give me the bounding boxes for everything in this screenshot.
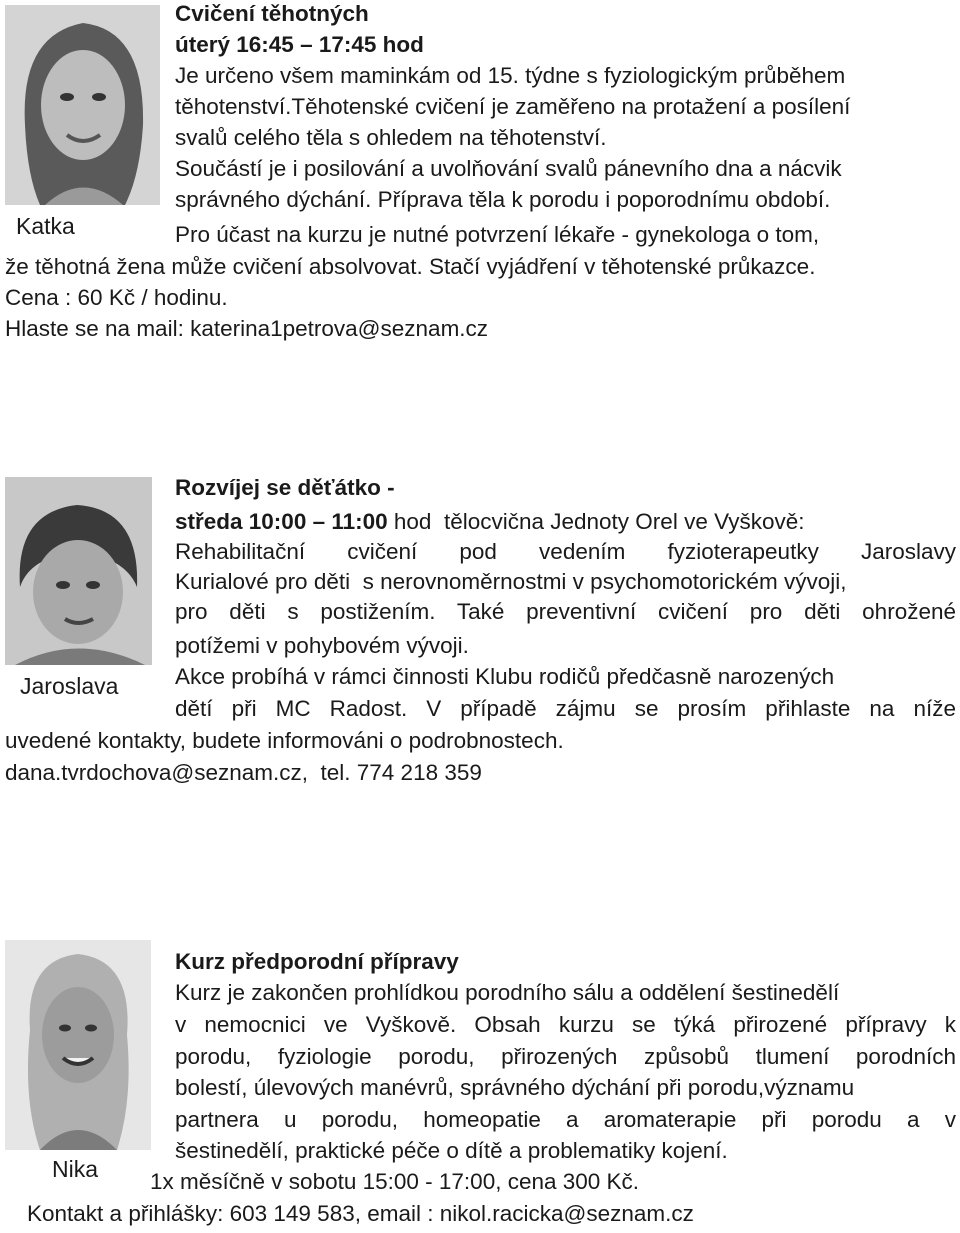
section3-title: Kurz předporodní přípravy — [175, 949, 459, 974]
section2-schedule — [175, 508, 805, 536]
section2-schedule-place: hod tělocvična Jednoty Orel ve Vyškově: — [387, 509, 805, 534]
jaroslava-caption: Jaroslava — [20, 673, 119, 699]
section2-line: Rehabilitační cvičení pod vedením fyzioterapeutky Jaroslavy — [175, 539, 956, 564]
section1-line: že těhotná žena může cvičení absolvovat. Stačí vyjádření v těhotenské průkazce. — [5, 254, 816, 279]
section1-line: Součástí je i posilování a uvolňování svalů pánevního dna a nácvik — [175, 156, 842, 181]
section1-schedule: úterý 16:45 – 17:45 hod — [175, 32, 424, 57]
section1-line: Pro účast na kurzu je nutné potvrzení lékaře - gynekologa o tom, — [175, 222, 820, 247]
section2-line: Kurialové pro děti s nerovnoměrnostmi v psychomotorickém vývoji, — [175, 569, 847, 594]
section3-line: bolestí, úlevových manévrů, správného dýchání při porodu,významu — [175, 1075, 855, 1100]
section2-line: dětí při MC Radost. V případě zájmu se prosím přihlaste na níže — [175, 696, 956, 721]
section3-line: porodu, fyziologie porodu, přirozených způsobů tlumení porodních — [175, 1044, 956, 1069]
section1-contact: Hlaste se na mail: katerina1petrova@seznam.cz — [5, 316, 489, 341]
section2-line: pro děti s postižením. Také preventivní cvičení pro děti ohrožené — [175, 599, 956, 624]
section1-line: těhotenství.Těhotenské cvičení je zaměřeno na protažení a posílení — [175, 94, 851, 119]
katka-caption: Katka — [16, 213, 75, 239]
katka-photo — [5, 5, 160, 205]
section2-schedule-day: středa 10:00 – 11:00 — [175, 509, 388, 534]
section2-line: uvedené kontakty, budete informováni o podrobnostech. — [5, 728, 564, 753]
section3-contact: Kontakt a přihlášky: 603 149 583, email : nikol.racicka@seznam.cz — [27, 1201, 694, 1226]
nika-caption: Nika — [52, 1156, 99, 1182]
section3-line: Kurz je zakončen prohlídkou porodního sálu a oddělení šestinedělí — [175, 980, 840, 1005]
section3-line: partnera u porodu, homeopatie a aromaterapie při porodu a v — [175, 1107, 956, 1132]
section1-price: Cena : 60 Kč / hodinu. — [5, 285, 228, 310]
section2-title: Rozvíjej se děťátko - — [175, 475, 395, 500]
section1-line: Je určeno všem maminkám od 15. týdne s fyziologickým průběhem — [175, 63, 846, 88]
section2-contact: dana.tvrdochova@seznam.cz, tel. 774 218 359 — [5, 760, 482, 785]
section2-line: potížemi v pohybovém vývoji. — [175, 633, 469, 658]
nika-photo — [5, 940, 151, 1150]
section2-line: Akce probíhá v rámci činnosti Klubu rodičů předčasně narozených — [175, 664, 835, 689]
section3-schedule: 1x měsíčně v sobotu 15:00 - 17:00, cena 300 Kč. — [150, 1169, 640, 1194]
section1-title: Cvičení těhotných — [175, 1, 369, 26]
section3-line: šestinedělí, praktické péče o dítě a problematiky kojení. — [175, 1138, 728, 1163]
section1-line: správného dýchání. Příprava těla k porodu i poporodnímu období. — [175, 187, 831, 212]
section3-line: v nemocnici ve Vyškově. Obsah kurzu se týká přirozené přípravy k — [175, 1012, 956, 1037]
jaroslava-photo — [5, 477, 152, 665]
section1-line: svalů celého těla s ohledem na těhotenství. — [175, 125, 607, 150]
